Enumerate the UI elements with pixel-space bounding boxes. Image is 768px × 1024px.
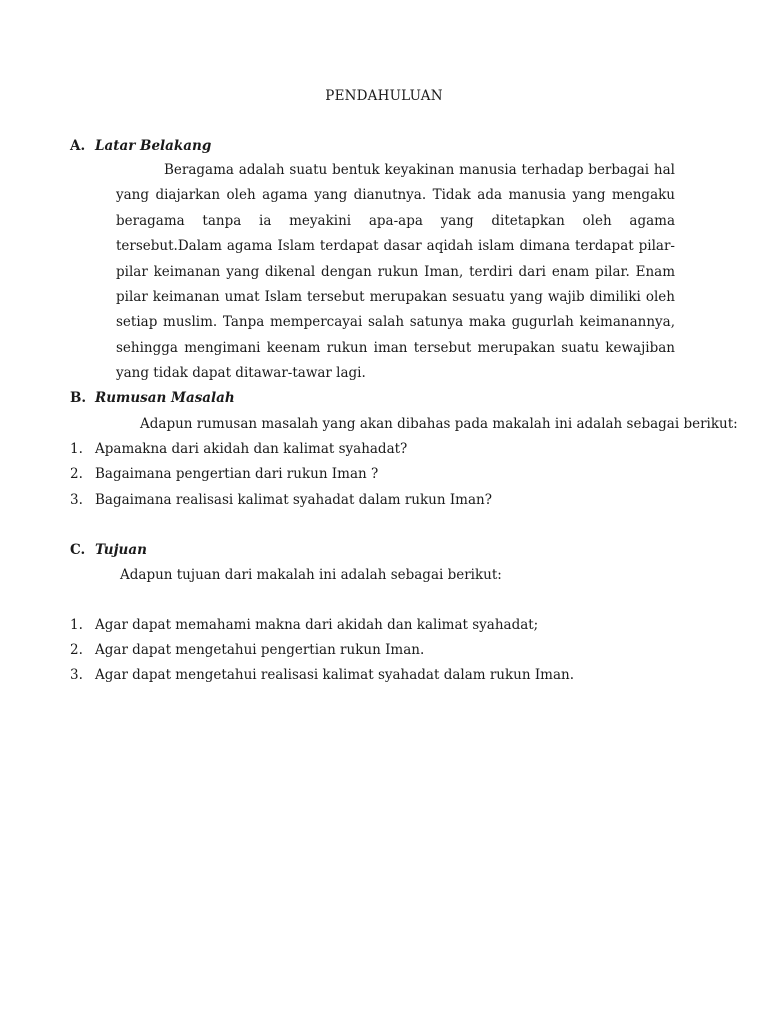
list-number: 1.	[70, 617, 83, 633]
list-item	[70, 667, 574, 683]
section-title: Rumusan Masalah	[95, 390, 235, 406]
list-item	[70, 466, 378, 482]
list-text: Agar dapat memahami makna dari akidah dan kalimat syahadat;	[95, 617, 539, 633]
section-letter: B.	[70, 390, 87, 406]
section-title: Tujuan	[95, 542, 147, 558]
list-number: 3.	[70, 667, 83, 683]
section-letter: C.	[70, 542, 86, 558]
list-text: Agar dapat mengetahui realisasi kalimat syahadat dalam rukun Iman.	[95, 667, 575, 683]
list-text: Agar dapat mengetahui pengertian rukun Iman.	[95, 642, 425, 658]
list-item	[70, 642, 424, 658]
list-item	[70, 441, 407, 457]
list-number: 2.	[70, 642, 83, 658]
problem-intro: Adapun rumusan masalah yang akan dibahas pada makalah ini adalah sebagai berikut:	[140, 416, 738, 432]
list-number: 2.	[70, 466, 83, 482]
section-letter: A.	[70, 138, 86, 154]
section-title: Latar Belakang	[95, 138, 212, 154]
background-paragraph: Beragama adalah suatu bentuk keyakinan manusia terhadap berbagai hal yang diajarkan oleh agama yang dianutnya. Tidak ada manusia yang mengaku beragama tanpa ia meyakini apa-apa yang ditetapkan oleh agama tersebut.Dalam agama Islam terdapat dasar aqidah islam dimana terdapat pilar-pilar keimanan yang dikenal dengan rukun Iman, terdiri dari enam pilar. Enam pilar keimanan umat Islam tersebut merupakan sesuatu yang wajib dimiliki oleh setiap muslim. Tanpa mempercayai salah satunya maka gugurlah keimanannya, sehingga mengimani keenam rukun iman tersebut merupakan suatu kewajiban yang tidak dapat ditawar-tawar lagi.	[116, 162, 675, 382]
list-text: Bagaimana realisasi kalimat syahadat dalam rukun Iman?	[95, 492, 492, 508]
list-item	[70, 492, 492, 508]
list-number: 3.	[70, 492, 83, 508]
section-heading-rumusan-masalah	[70, 390, 235, 406]
goal-intro: Adapun tujuan dari makalah ini adalah sebagai berikut:	[120, 567, 502, 583]
page-title: PENDAHULUAN	[325, 88, 443, 104]
list-text: Bagaimana pengertian dari rukun Iman ?	[95, 466, 379, 482]
section-heading-latar-belakang	[70, 138, 211, 154]
list-text: Apamakna dari akidah dan kalimat syahadat?	[95, 441, 408, 457]
list-item	[70, 617, 538, 633]
list-number: 1.	[70, 441, 83, 457]
section-heading-tujuan	[70, 542, 147, 558]
